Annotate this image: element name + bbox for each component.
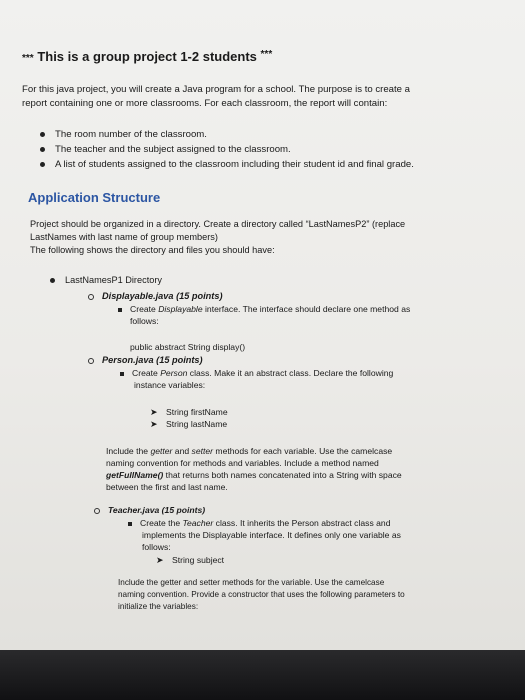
teacher-para-1: Include the getter and setter methods for the variable. Use the camelcase bbox=[118, 578, 385, 587]
teacher-desc-3: follows: bbox=[142, 542, 171, 552]
structure-line-1: Project should be organized in a directory. Create a directory called “LastNamesP2” (replace bbox=[30, 219, 406, 229]
person-para-3: getFullName() that returns both names concatenated into a String with space bbox=[106, 470, 402, 480]
displayable-desc-2: follows: bbox=[130, 316, 159, 326]
list-item: ➤ String lastName bbox=[150, 419, 228, 429]
person-para-2: naming convention for methods and variables. Include a method named bbox=[106, 458, 379, 468]
square-bullet-icon bbox=[120, 372, 124, 376]
person-para-4: between the first and last name. bbox=[106, 482, 228, 492]
teacher-desc-1: Create the Teacher class. It inherits the Person abstract class and bbox=[128, 518, 390, 530]
circle-bullet-icon bbox=[88, 294, 94, 300]
circle-bullet-icon bbox=[94, 508, 100, 514]
file-item-person: Person.java (15 points) bbox=[88, 354, 203, 367]
teacher-para-2: naming convention. Provide a constructor that uses the following parameters to bbox=[118, 590, 405, 599]
arrow-bullet-icon: ➤ bbox=[156, 555, 164, 565]
person-desc-1: Create Person class. Make it an abstract class. Declare the following bbox=[120, 368, 393, 380]
arrow-bullet-icon: ➤ bbox=[150, 407, 158, 417]
list-item: ➤ String firstName bbox=[150, 407, 228, 417]
intro-line-1: For this java project, you will create a Java program for a school. The purpose is to create a bbox=[22, 84, 411, 95]
method-signature: public abstract String display() bbox=[130, 342, 246, 352]
list-item: The room number of the classroom. bbox=[40, 128, 207, 142]
stars-right: *** bbox=[260, 49, 273, 60]
square-bullet-icon bbox=[128, 522, 132, 526]
list-item: The teacher and the subject assigned to the classroom. bbox=[40, 143, 291, 157]
section-title: Application Structure bbox=[28, 190, 161, 205]
file-item-teacher: Teacher.java (15 points) bbox=[94, 505, 205, 517]
stars-left: *** bbox=[22, 53, 34, 64]
intro-line-2: report containing one or more classrooms. For each classroom, the report will contain: bbox=[22, 98, 388, 109]
displayable-desc-1: Create Displayable interface. The interface should declare one method as bbox=[118, 304, 410, 316]
page-title: This is a group project 1-2 students bbox=[37, 49, 257, 64]
person-desc-2: instance variables: bbox=[134, 380, 206, 390]
arrow-bullet-icon: ➤ bbox=[150, 419, 158, 429]
background-surface bbox=[0, 650, 525, 700]
teacher-desc-2: implements the Displayable interface. It defines only one variable as bbox=[142, 530, 401, 540]
bullet-dot-icon bbox=[40, 147, 45, 152]
structure-line-3: The following shows the directory and files you should have: bbox=[30, 245, 275, 255]
bullet-dot-icon bbox=[40, 162, 45, 167]
directory-item: LastNamesP1 Directory bbox=[50, 274, 162, 287]
list-item: ➤ String subject bbox=[156, 555, 225, 565]
page-header bbox=[22, 49, 272, 64]
list-item: A list of students assigned to the classroom including their student id and final grade. bbox=[40, 158, 414, 172]
person-para-1: Include the getter and setter methods for each variable. Use the camelcase bbox=[106, 446, 393, 456]
structure-line-2: LastNames with last name of group members) bbox=[30, 232, 218, 242]
teacher-para-3: initialize the variables: bbox=[118, 602, 199, 611]
bullet-dot-icon bbox=[50, 278, 55, 283]
square-bullet-icon bbox=[118, 308, 122, 312]
file-item-displayable: Displayable.java (15 points) bbox=[88, 290, 223, 303]
bullet-dot-icon bbox=[40, 132, 45, 137]
circle-bullet-icon bbox=[88, 358, 94, 364]
